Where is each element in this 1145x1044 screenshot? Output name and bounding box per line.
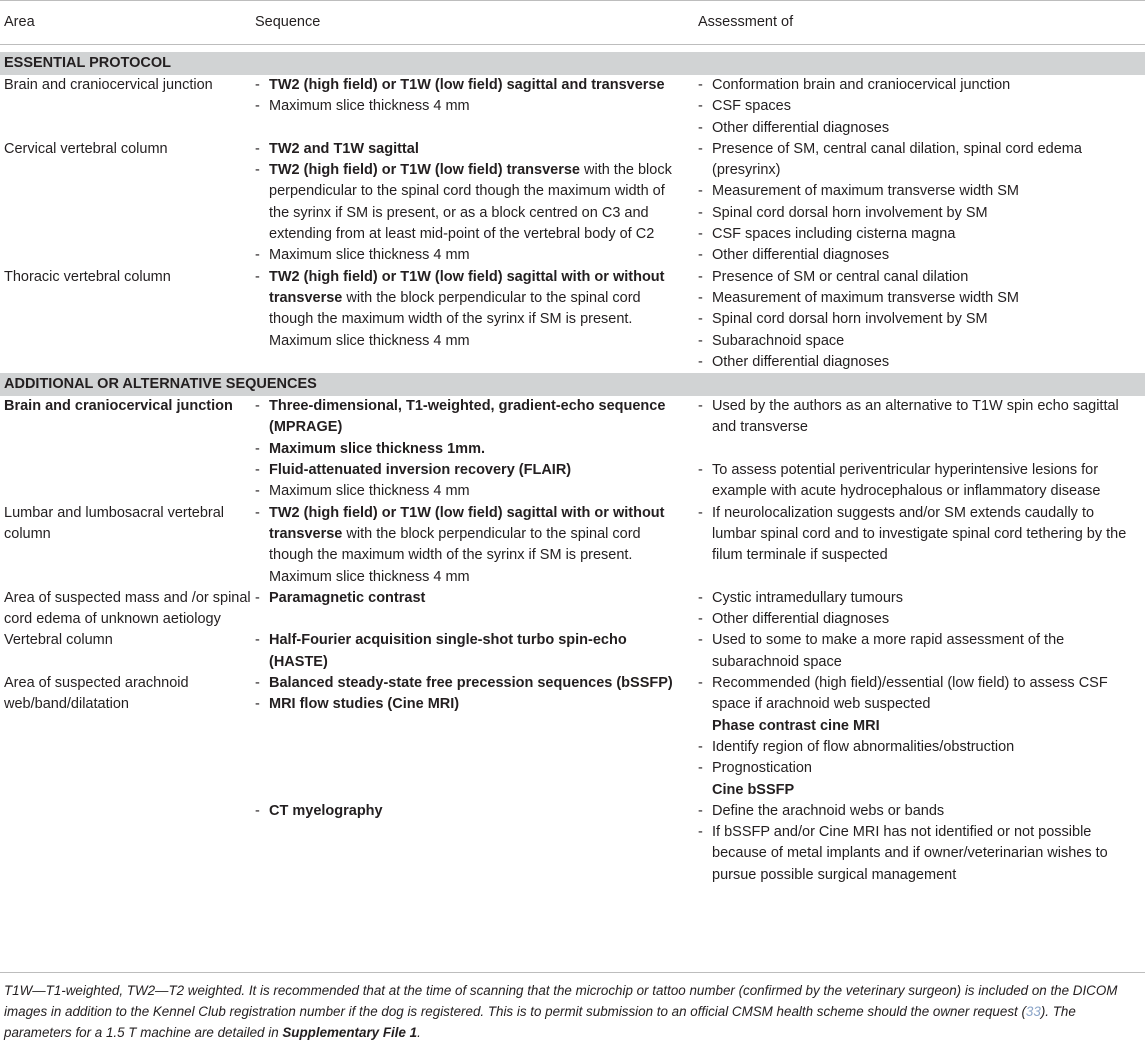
supplementary-link[interactable]: Supplementary File 1: [282, 1025, 418, 1041]
table-row: [0, 267, 1145, 373]
sequence-item-detail: with the block perpendicular to the spinal cord though the maximum width of the syrinx if SM is present. Maximum slice thickness 4 mm: [269, 525, 641, 585]
sequence-item-detail: with the block perpendicular to the spinal cord though the maximum width of the syrinx if SM is present, or as a block centred on C3 and extending from at least mid-point of the vertebral body of C2: [269, 162, 672, 243]
sequence-item: Paramagnetic contrast: [269, 589, 426, 606]
bottom-rule: [0, 972, 1145, 973]
section-title: ESSENTIAL PROTOCOL: [0, 52, 1145, 75]
assessment-item: Spinal cord dorsal horn involvement by SM: [712, 311, 988, 328]
assessment-item: Used to some to make a more rapid assessment of the subarachnoid space: [712, 632, 1065, 670]
sequence-cell: - TW2 and T1W sagittal - TW2 (high field) or T1W (low field) transverse with the block perpendicular to the spinal cord though the maximum width of the syrinx if SM is present, or as a block centred on C3 and extending from at least mid-point of the vertebral body of C2 - Maximum slice thickness 4 mm: [251, 139, 694, 267]
sequence-item: TW2 and T1W sagittal: [269, 140, 419, 157]
assessment-item: Define the arachnoid webs or bands: [712, 802, 945, 819]
assessment-item: Cystic intramedullary tumours: [712, 589, 903, 606]
sequence-item: MRI flow studies (Cine MRI): [269, 696, 460, 713]
area-cell: Thoracic vertebral column: [4, 268, 171, 285]
assessment-item: To assess potential periventricular hyperintensive lesions for example with acute hydrocephalous or inflammatory disease: [712, 462, 1101, 500]
table-footnote: [4, 980, 1142, 1044]
sequence-item: TW2 (high field) or T1W (low field) sagittal and transverse: [269, 77, 665, 93]
assessment-item: Other differential diagnoses: [712, 247, 890, 264]
sequence-cell: - TW2 (high field) or T1W (low field) sagittal and transverse - Maximum slice thickness 4 mm: [251, 75, 694, 139]
header-assessment: Assessment of: [694, 1, 1145, 45]
assessment-item: Used by the authors as an alternative to T1W spin echo sagittal and transverse: [712, 398, 1119, 436]
sequence-item: Three-dimensional, T1-weighted, gradient-echo sequence (MPRAGE): [269, 398, 666, 436]
sequence-cell: - Half-Fourier acquisition single-shot turbo spin-echo (HASTE): [251, 630, 694, 673]
assessment-cell: - Presence of SM or central canal dilation - Measurement of maximum transverse width SM - Spinal cord dorsal horn involvement by SM - Subarachnoid space - Other differential diagnoses: [694, 267, 1145, 373]
assessment-item: Conformation brain and craniocervical junction: [712, 77, 1011, 93]
sequence-item: Half-Fourier acquisition single-shot turbo spin-echo (HASTE): [269, 632, 627, 670]
sequence-item: Maximum slice thickness 4 mm: [269, 483, 470, 500]
table-row: [0, 396, 1145, 502]
assessment-cell: - If neurolocalization suggests and/or SM extends caudally to lumbar spinal cord and to investigate spinal cord tethering by the filum terminale if suspected: [694, 503, 1145, 588]
assessment-item: Subarachnoid space: [712, 332, 845, 349]
assessment-cell: - Conformation brain and craniocervical junction - CSF spaces - Other differential diagnoses: [694, 75, 1145, 139]
area-cell: Cervical vertebral column: [4, 140, 168, 157]
sequence-cell: - TW2 (high field) or T1W (low field) sagittal with or without transverse with the block perpendicular to the spinal cord though the maximum width of the syrinx if SM is present. Maximum slice thickness 4 mm: [255, 268, 665, 349]
assessment-item: Spinal cord dorsal horn involvement by SM: [712, 204, 988, 221]
sequence-item: TW2 (high field) or T1W (low field) transverse: [269, 162, 580, 179]
area-cell: Lumbar and lumbosacral vertebral column: [4, 504, 225, 542]
assessment-item: Other differential diagnoses: [712, 353, 890, 370]
assessment-item: Presence of SM, central canal dilation, spinal cord edema (presyrinx): [712, 140, 1082, 179]
table-row: [0, 75, 1145, 139]
sequence-item: Maximum slice thickness 1mm.: [269, 440, 485, 457]
sequence-cell: - Paramagnetic contrast: [251, 588, 694, 631]
assessment-cell: - Presence of SM, central canal dilation, spinal cord edema (presyrinx) - Measurement of maximum transverse width SM - Spinal cord dorsal horn involvement by SM - CSF spaces including cisterna magna - Other differential diagnoses: [694, 139, 1145, 267]
sequence-item: Maximum slice thickness 4 mm: [269, 247, 470, 264]
footnote-text: ). The parameters for a 1.5 T machine are detailed in: [4, 1004, 1076, 1041]
assessment-item: Presence of SM or central canal dilation: [712, 268, 969, 285]
assessment-item: Measurement of maximum transverse width SM: [712, 289, 1020, 306]
assessment-subheading: Phase contrast cine MRI: [712, 717, 880, 734]
assessment-item: If bSSFP and/or Cine MRI has not identified or not possible because of metal implants and if owner/veterinarian wishes to pursue possible surgical management: [712, 824, 1108, 883]
assessment-item: CSF spaces: [712, 98, 791, 115]
assessment-item: Other differential diagnoses: [712, 611, 890, 628]
header-row: [0, 1, 1145, 45]
reference-link[interactable]: 33: [1025, 1004, 1041, 1020]
area-cell: Brain and craniocervical junction: [4, 77, 213, 93]
footnote-text: .: [417, 1025, 421, 1041]
assessment-item: Identify region of flow abnormalities/obstruction: [712, 738, 1015, 755]
area-cell: Area of suspected arachnoid web/band/dilatation: [4, 675, 189, 713]
sequence-cell: - TW2 (high field) or T1W (low field) sagittal with or without transverse with the block perpendicular to the spinal cord though the maximum width of the syrinx if SM is present. Maximum slice thickness 4 mm: [255, 504, 665, 585]
sequence-item: CT myelography: [269, 802, 383, 819]
assessment-cell: - Used by the authors as an alternative to T1W spin echo sagittal and transverse - To assess potential periventricular hyperintensive lesions for example with acute hydrocephalous or inflammatory disease: [694, 396, 1145, 502]
sequence-item: Maximum slice thickness 4 mm: [269, 98, 470, 115]
assessment-item: If neurolocalization suggests and/or SM extends caudally to lumbar spinal cord and to investigate spinal cord tethering by the filum terminale if suspected: [712, 504, 1127, 564]
area-cell: Area of suspected mass and /or spinal cord edema of unknown aetiology: [4, 589, 251, 628]
header-sequence: Sequence: [251, 1, 694, 45]
sequence-item: Fluid-attenuated inversion recovery (FLAIR): [269, 462, 572, 479]
table-row: [0, 588, 1145, 631]
header-area: Area: [0, 1, 251, 45]
sequence-item: TW2 (high field) or T1W (low field) sagittal with or without transverse: [269, 268, 665, 306]
sequence-cell: - Balanced steady-state free precession sequences (bSSFP) - MRI flow studies (Cine MRI) - CT myelography: [251, 673, 694, 886]
assessment-item: Prognostication: [712, 760, 812, 777]
sequence-item-detail: with the block perpendicular to the spinal cord though the maximum width of the syrinx if SM is present. Maximum slice thickness 4 mm: [269, 289, 641, 349]
footnote-text: T1W—T1-weighted, TW2—T2 weighted. It is recommended that at the time of scanning that the microchip or tattoo number (confirmed by the veterinary surgeon) is included on the DICOM images in addition to the Kennel Club registration number if the dog is registered. This is to permit submission to an official CMSM health scheme should the owner request (: [4, 983, 1118, 1020]
assessment-item: Other differential diagnoses: [712, 119, 890, 136]
table-row: [0, 673, 1145, 886]
sequence-item: Balanced steady-state free precession sequences (bSSFP): [269, 675, 673, 692]
area-cell: Vertebral column: [4, 632, 113, 649]
sequence-item: TW2 (high field) or T1W (low field) sagittal with or without transverse: [269, 504, 665, 542]
table-row: [0, 503, 1145, 588]
assessment-cell: - Cystic intramedullary tumours - Other differential diagnoses: [694, 588, 1145, 631]
table-row: [0, 139, 1145, 267]
assessment-item: CSF spaces including cisterna magna: [712, 226, 956, 243]
section-essential: [0, 52, 1145, 75]
section-additional: [0, 373, 1145, 396]
section-title: ADDITIONAL OR ALTERNATIVE SEQUENCES: [0, 373, 1145, 396]
table-row: [0, 630, 1145, 673]
assessment-cell: - Used to some to make a more rapid assessment of the subarachnoid space: [694, 630, 1145, 673]
sequence-cell: - Three-dimensional, T1-weighted, gradient-echo sequence (MPRAGE) - Maximum slice thickness 1mm. - Fluid-attenuated inversion recovery (FLAIR) - Maximum slice thickness 4 mm: [251, 396, 694, 502]
area-cell: Brain and craniocervical junction: [4, 398, 233, 415]
assessment-subheading: Cine bSSFP: [712, 781, 795, 798]
assessment-item: Measurement of maximum transverse width SM: [712, 183, 1020, 200]
assessment-item: Recommended (high field)/essential (low field) to assess CSF space if arachnoid web suspected: [712, 675, 1108, 713]
assessment-cell: - Recommended (high field)/essential (low field) to assess CSF space if arachnoid web suspected Phase contrast cine MRI - Identify region of flow abnormalities/obstruction - Prognostication Cine bSSFP - Define the arachnoid webs or bands - If bSSFP and/or Cine MRI has not identified or not possible because of metal implants and if owner/veterinarian wishes to pursue possible surgical management: [694, 673, 1145, 886]
